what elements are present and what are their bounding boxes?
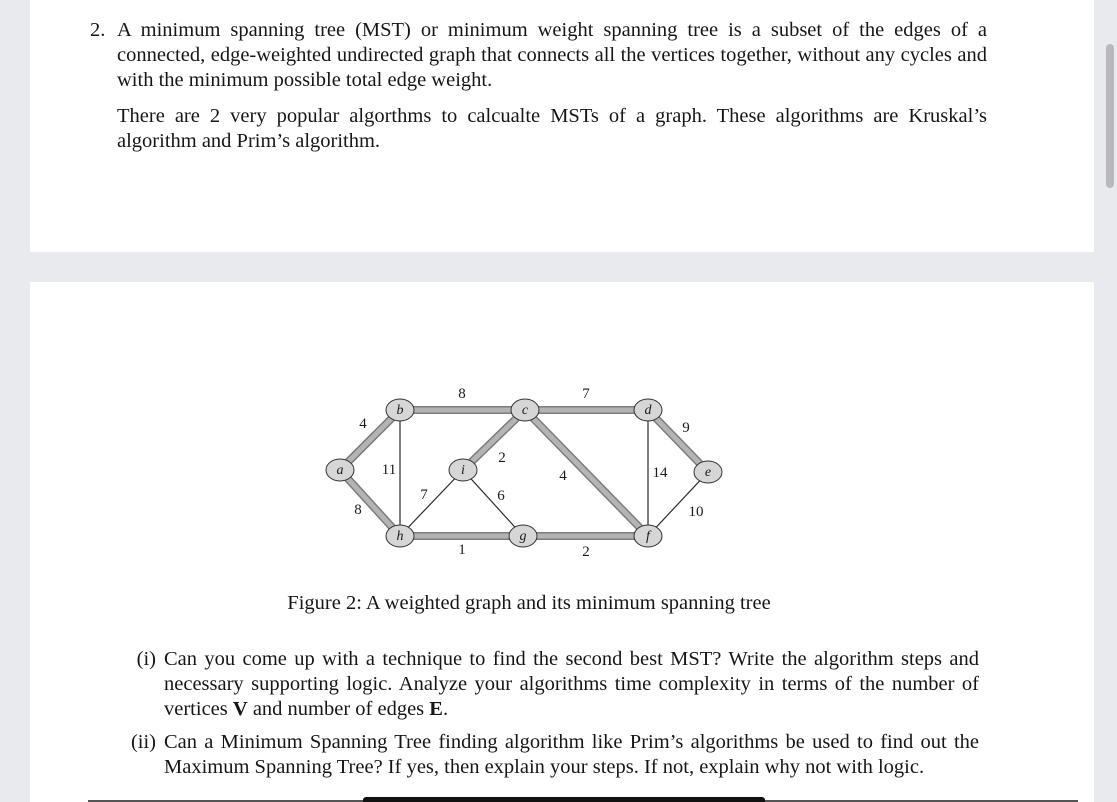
edge-weight-c-f: 4: [559, 468, 567, 484]
graph-node-label-e: e: [704, 465, 712, 481]
subquestion-1-text: Can you come up with a technique to find the second best MST? Write the algorithm steps and necessary supporting logic. Analyze your algorithms time complexity in terms of the number of vertices V and number of edges E.: [164, 648, 979, 720]
home-indicator: [363, 797, 765, 802]
edge-weight-h-g: 1: [458, 542, 466, 558]
figure-caption: Figure 2: A weighted graph and its minimum spanning tree: [287, 592, 771, 614]
edge-weight-g-f: 2: [582, 544, 590, 560]
subquestion-1-label: (i): [136, 648, 156, 670]
question-number: 2.: [90, 19, 106, 41]
edge-weight-a-h: 8: [354, 502, 362, 518]
question-paragraph-1: A minimum spanning tree (MST) or minimum weight spanning tree is a subset of the edges of a connected, edge-weighted undirected graph that connects all the vertices together, without any cycles and with the minimum possible total edge weight.: [117, 19, 987, 91]
edge-weight-b-h: 11: [381, 462, 397, 478]
mst-edge-c-f: [525, 410, 648, 536]
graph-node-label-d: d: [644, 403, 652, 419]
edge-weight-i-c: 2: [498, 450, 506, 466]
edge-weight-h-i: 7: [420, 487, 428, 503]
edge-weight-d-f: 14: [652, 465, 668, 481]
graph-node-label-h: h: [396, 529, 404, 545]
edge-h-i: [400, 470, 463, 536]
graph-node-label-c: c: [521, 403, 529, 419]
edge-weight-c-d: 7: [582, 386, 590, 402]
graph-node-label-i: i: [461, 463, 465, 479]
mst-edge-d-e: [648, 410, 708, 472]
edge-weight-d-e: 9: [682, 420, 690, 436]
graph-node-label-a: a: [336, 463, 344, 479]
mst-edge-a-h: [340, 470, 400, 536]
edge-weight-i-g: 6: [497, 488, 505, 504]
mst-edge-i-c: [463, 410, 525, 470]
subquestion-2-text: Can a Minimum Spanning Tree finding algorithm like Prim’s algorithms be used to find out the Maximum Spanning Tree? If yes, then explain your steps. If not, explain why not with logic.: [164, 731, 979, 778]
question-paragraph-2: There are 2 very popular algorthms to calcualte MSTs of a graph. These algorithms are Kruskal’s algorithm and Prim’s algorithm.: [117, 105, 987, 152]
scrollbar[interactable]: [1106, 44, 1114, 188]
graph-node-label-f: f: [646, 529, 650, 545]
weighted-graph-figure: [318, 376, 738, 566]
edge-weight-f-e: 10: [688, 504, 704, 520]
graph-node-label-g: g: [519, 529, 527, 545]
edge-weight-b-c: 8: [458, 386, 466, 402]
subquestion-2-label: (ii): [130, 731, 156, 753]
edge-weight-a-b: 4: [359, 416, 367, 432]
edge-i-g: [463, 470, 523, 536]
graph-node-label-b: b: [396, 403, 404, 419]
